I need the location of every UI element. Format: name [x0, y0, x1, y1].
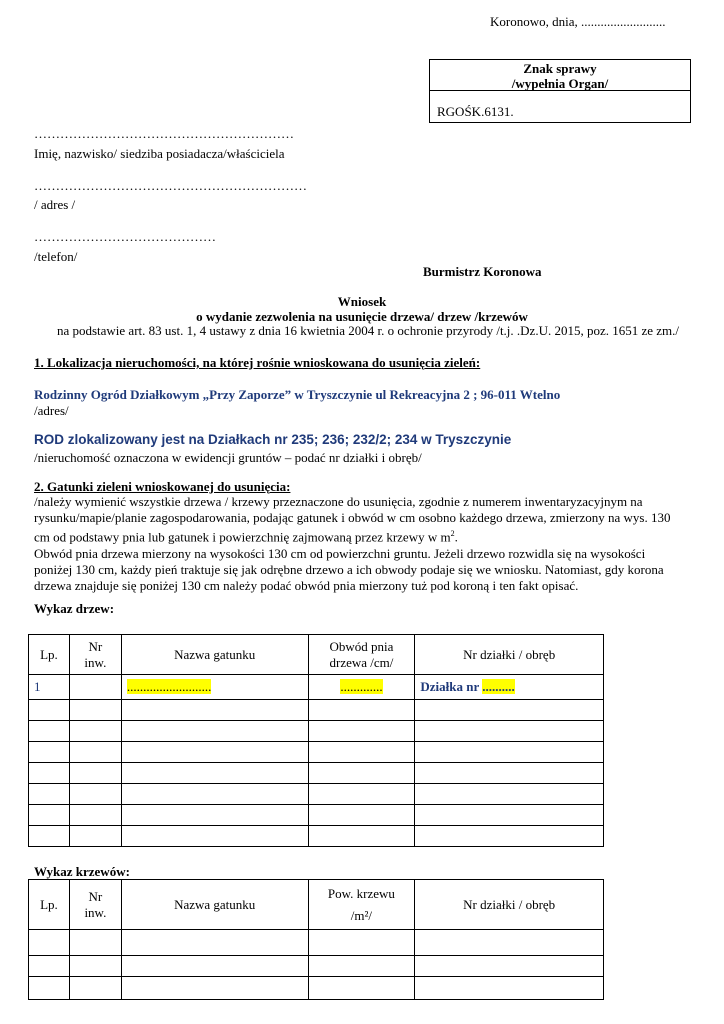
table-cell[interactable] [121, 700, 308, 721]
section2-heading: 2. Gatunki zieleni wnioskowanej do usunięcia: [34, 479, 291, 494]
table-cell[interactable] [29, 742, 70, 763]
table-cell[interactable] [121, 977, 308, 1000]
col-circumference: Obwód pnia drzewa /cm/ [308, 635, 415, 675]
table-cell[interactable] [121, 721, 308, 742]
col-shrub-area: Pow. krzewu /m²/ [308, 880, 415, 930]
property-address-label: /adres/ [34, 403, 69, 418]
property-address[interactable]: Rodzinny Ogród Działkowym „Przy Zaporze” w Tryszczynie ul Rekreacyjna 2 ; 96-011 Wtelno [34, 387, 561, 402]
table-row[interactable] [29, 700, 604, 721]
applicant-address-label: / adres / [34, 197, 76, 212]
case-number: RGOŚK.6131. [437, 104, 514, 119]
table-row[interactable] [29, 675, 604, 700]
applicant-name-field[interactable]: …………………………………………………… [34, 126, 294, 141]
table-cell[interactable] [415, 956, 604, 977]
table-row[interactable] [29, 742, 604, 763]
property-plots[interactable]: ROD zlokalizowany jest na Działkach nr 235; 236; 232/2; 234 w Tryszczynie [34, 432, 512, 447]
row-species-cell[interactable] [121, 675, 308, 700]
table-cell[interactable] [415, 930, 604, 956]
table-row[interactable] [29, 763, 604, 784]
table-cell[interactable] [29, 930, 70, 956]
place-date: Koronowo, dnia, .......................... [490, 14, 666, 29]
trees-heading: Wykaz drzew: [34, 601, 115, 616]
table-row[interactable] [29, 826, 604, 847]
instruction-line: poniżej 130 cm, każdy pień traktuje się jak odrębne drzewo a ich obwody podaje się we wniosku. Natomiast, gdy korona [34, 562, 664, 578]
applicant-phone-field[interactable]: …………………………………… [34, 229, 216, 244]
table-cell[interactable] [29, 805, 70, 826]
instruction-line: rysunku/mapie/planie zagospodarowania, podając gatunek i obwód w cm osobno każdego drzewa, zmierzony na wys. 130 [34, 510, 671, 526]
table-header-row [29, 635, 604, 675]
table-row[interactable] [29, 721, 604, 742]
instruction-line: /należy wymienić wszystkie drzewa / krzewy przeznaczone do usunięcia, zgodnie z numerem inwentaryzacyjnym na [34, 494, 643, 509]
table-cell[interactable] [121, 784, 308, 805]
table-cell[interactable] [29, 763, 70, 784]
table-cell[interactable] [415, 784, 604, 805]
property-plots-label: /nieruchomość oznaczona w ewidencji gruntów – podać nr działki i obręb/ [34, 450, 422, 465]
document-title: Wniosek [337, 294, 387, 309]
table-cell[interactable] [69, 930, 121, 956]
table-cell[interactable] [69, 784, 121, 805]
table-cell[interactable] [415, 805, 604, 826]
circumference-placeholder[interactable]: ............. [340, 679, 383, 694]
row-circumference-cell[interactable] [308, 675, 415, 700]
table-cell[interactable] [415, 826, 604, 847]
col-species: Nazwa gatunku [121, 880, 308, 930]
col-species: Nazwa gatunku [121, 635, 308, 675]
table-cell[interactable] [308, 742, 415, 763]
table-cell[interactable] [69, 977, 121, 1000]
table-cell[interactable] [308, 977, 415, 1000]
table-cell[interactable] [29, 784, 70, 805]
case-box-title: Znak sprawy [523, 61, 597, 76]
document-subtitle: o wydanie zezwolenia na usunięcie drzewa/ drzew /krzewów [196, 309, 528, 324]
table-cell[interactable] [29, 700, 70, 721]
species-placeholder[interactable]: .......................... [126, 679, 212, 694]
superscript: 2 [450, 529, 455, 539]
instruction-line: cm od podstawy pnia lub gatunek i powierzchnię zajmowaną przez krzewy w $m^2$. [34, 529, 458, 545]
applicant-name-label: Imię, nazwisko/ siedziba posiadacza/właściciela [34, 146, 285, 161]
shrubs-table [28, 879, 604, 1000]
table-cell[interactable] [308, 721, 415, 742]
plot-label: Działka nr [420, 679, 483, 694]
table-row[interactable] [29, 784, 604, 805]
col-lp: Lp. [29, 635, 70, 675]
row-lp: 1 [29, 675, 70, 700]
table-cell[interactable] [415, 742, 604, 763]
table-cell[interactable] [308, 763, 415, 784]
table-cell[interactable] [415, 700, 604, 721]
table-row[interactable] [29, 805, 604, 826]
table-cell[interactable] [121, 826, 308, 847]
table-cell[interactable] [29, 826, 70, 847]
section2-instructions [34, 494, 690, 595]
table-cell[interactable] [69, 956, 121, 977]
col-plot: Nr działki / obręb [415, 880, 604, 930]
table-header-row [29, 880, 604, 930]
table-cell[interactable] [308, 805, 415, 826]
table-cell[interactable] [121, 930, 308, 956]
table-row[interactable] [29, 956, 604, 977]
table-cell[interactable] [308, 784, 415, 805]
table-cell[interactable] [69, 826, 121, 847]
section1-heading: 1. Lokalizacja nieruchomości, na której rośnie wnioskowana do usunięcia zieleń: [34, 355, 481, 370]
applicant-phone-label: /telefon/ [34, 249, 78, 264]
table-cell[interactable] [29, 721, 70, 742]
trees-table [28, 634, 604, 847]
table-row[interactable] [29, 977, 604, 1000]
table-cell[interactable] [69, 721, 121, 742]
recipient: Burmistrz Koronowa [423, 264, 542, 279]
row-plot-cell[interactable] [415, 675, 604, 700]
col-plot: Nr działki / obręb [415, 635, 604, 675]
table-cell[interactable] [121, 956, 308, 977]
table-cell[interactable] [29, 956, 70, 977]
table-cell[interactable] [121, 763, 308, 784]
applicant-address-field[interactable]: ……………………………………………………… [34, 178, 307, 193]
table-cell[interactable] [308, 826, 415, 847]
table-cell[interactable] [308, 700, 415, 721]
row-inventory-cell[interactable] [69, 675, 121, 700]
table-cell[interactable] [308, 930, 415, 956]
table-cell[interactable] [69, 742, 121, 763]
case-number-box [429, 59, 691, 123]
plot-placeholder[interactable]: .......... [482, 679, 515, 694]
table-cell[interactable] [308, 956, 415, 977]
col-lp: Lp. [29, 880, 70, 930]
instruction-line: drzewa znajduje się poniżej 130 cm należy podać obwód pnia mierzony tuż pod koroną i ten fakt opisać. [34, 578, 579, 594]
case-box-subtitle: /wypełnia Organ/ [511, 76, 609, 91]
instruction-line: Obwód pnia drzewa mierzony na wysokości 130 cm od powierzchni gruntu. Jeżeli drzewo rozwidla się na wysokości [34, 545, 646, 561]
table-cell[interactable] [69, 700, 121, 721]
col-inventory-no: Nr inw. [69, 880, 121, 930]
table-cell[interactable] [29, 977, 70, 1000]
table-cell[interactable] [69, 763, 121, 784]
table-row[interactable] [29, 930, 604, 956]
table-cell[interactable] [121, 805, 308, 826]
legal-basis: na podstawie art. 83 ust. 1, 4 ustawy z dnia 16 kwietnia 2004 r. o ochronie przyrody /t.j. .Dz.U. 2015, poz. 1651 ze zm./ [56, 323, 680, 338]
col-inventory-no: Nr inw. [69, 635, 121, 675]
table-cell[interactable] [121, 742, 308, 763]
shrubs-heading: Wykaz krzewów: [34, 864, 130, 879]
table-cell[interactable] [415, 721, 604, 742]
table-cell[interactable] [69, 805, 121, 826]
table-cell[interactable] [415, 763, 604, 784]
table-cell[interactable] [415, 977, 604, 1000]
